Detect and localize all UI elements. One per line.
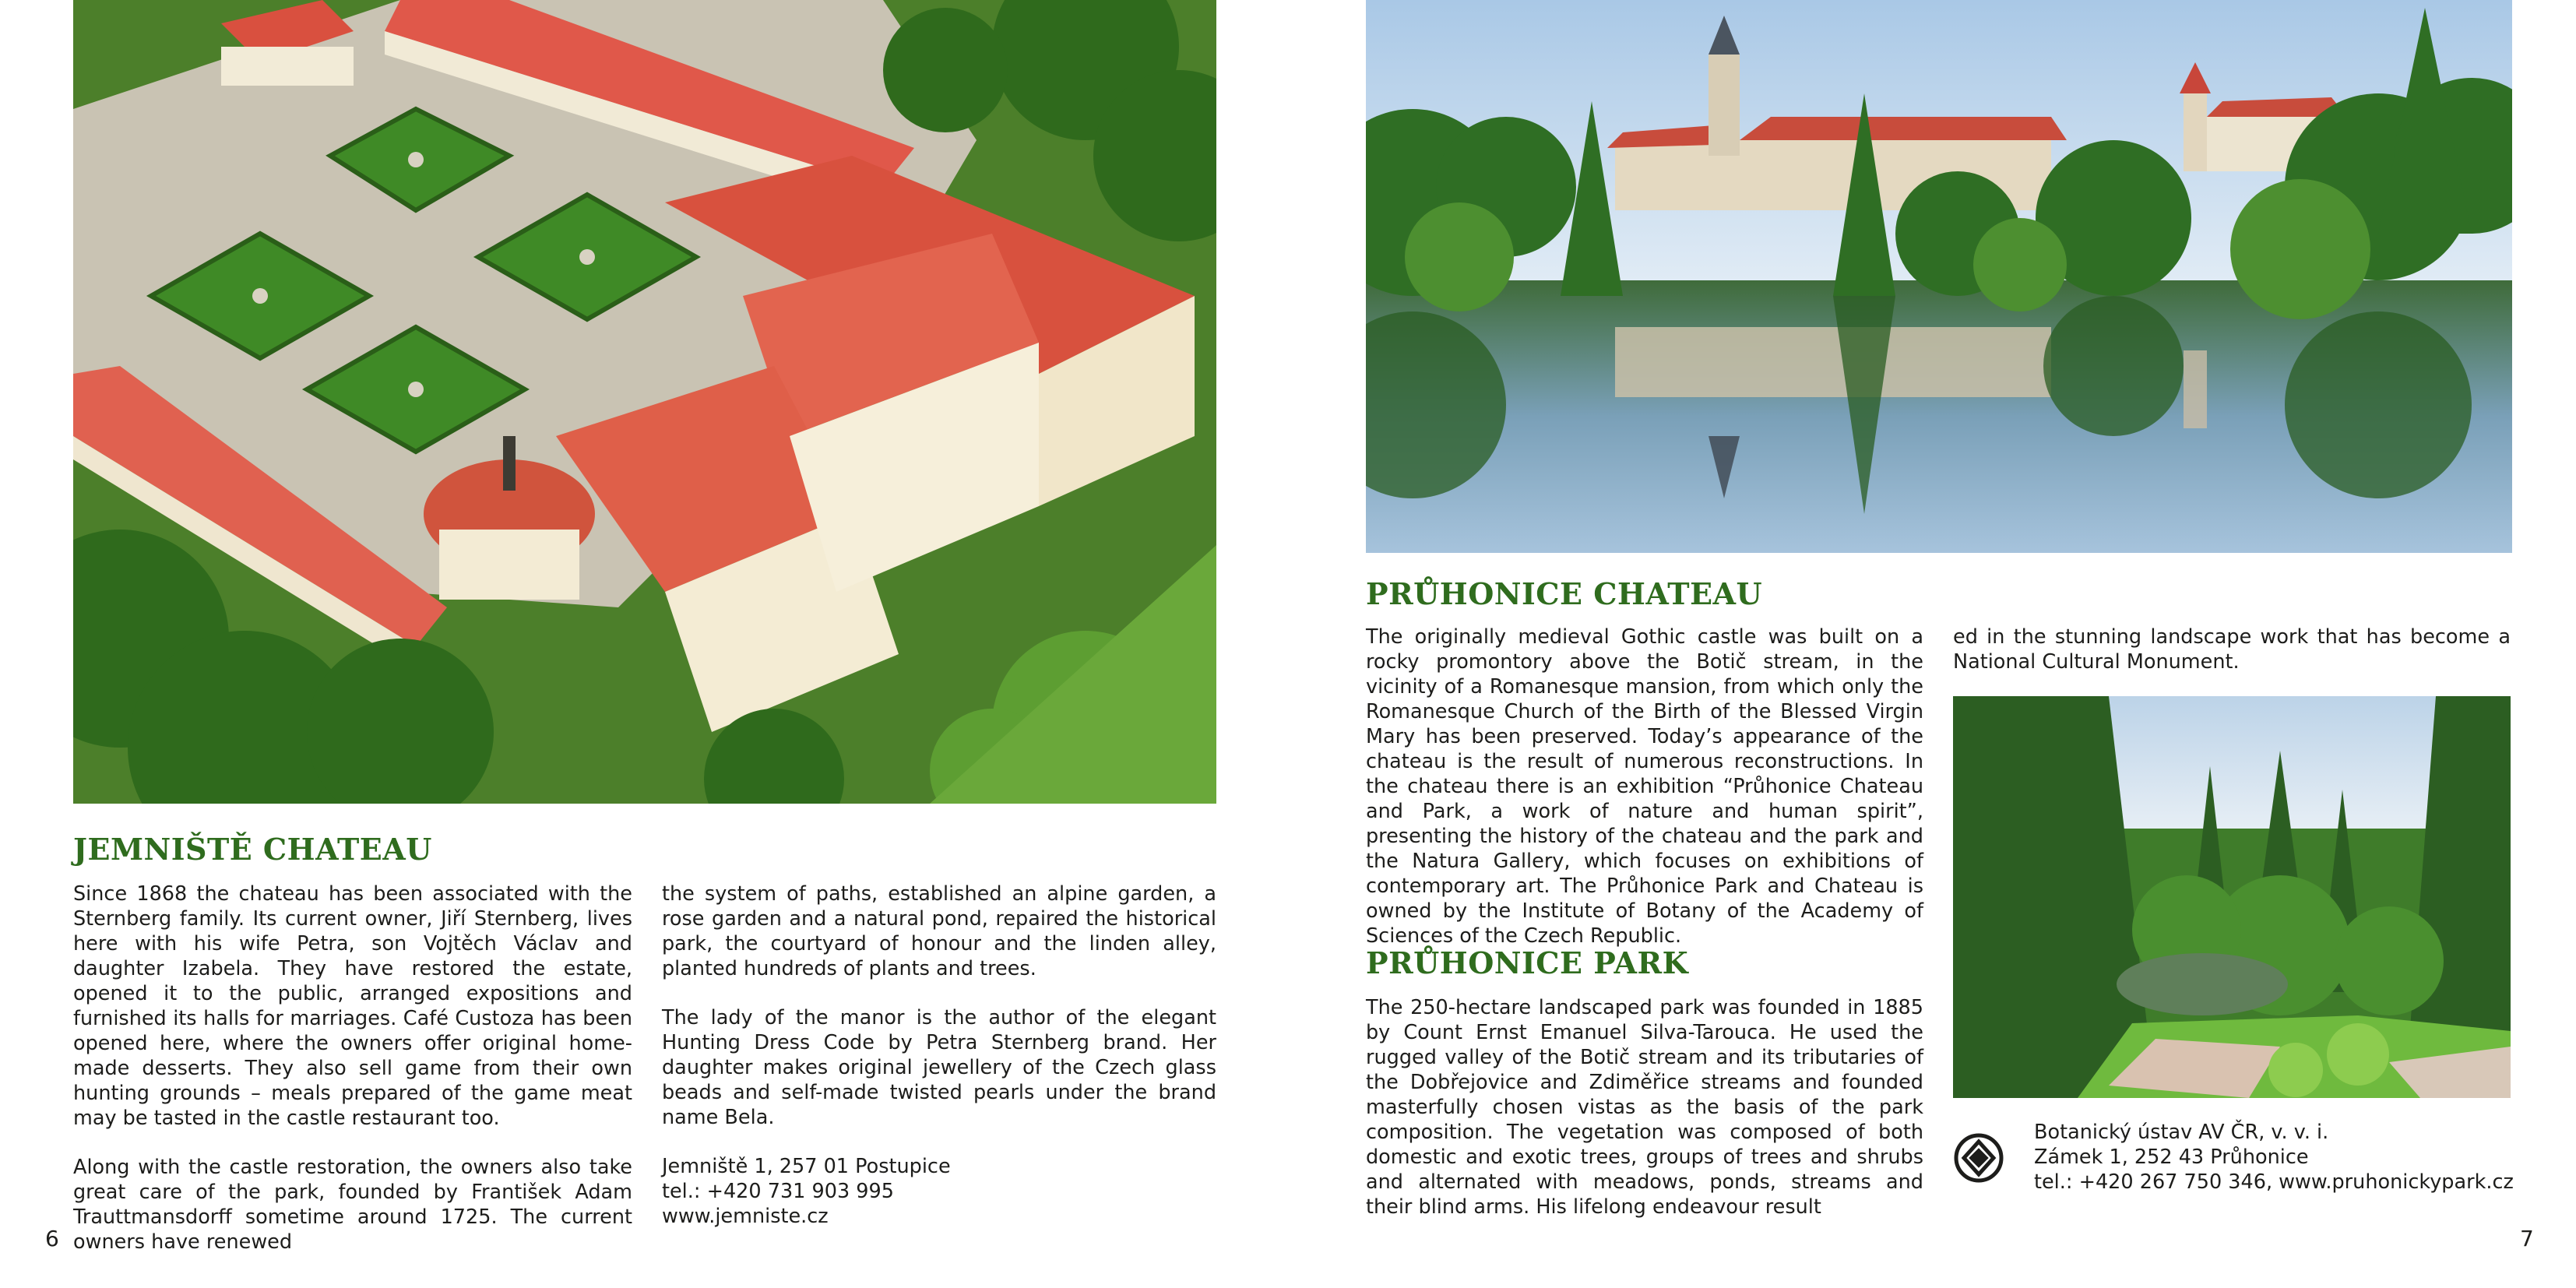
pruhonice-chateau-text <box>1366 625 1923 973</box>
paragraph: The 250-hectare landscaped park was founded in 1885 by Count Ernst Emanuel Silva-Tarouca. He used the rugged valley of the Botič stream and its tributaries of the Dobřejovice and Zdiměřice streams and founded masterfully chosen vistas as the basis of the park composition. The vegetation was composed of both domestic and exotic trees, groups of trees and shrubs and alternated with meadows, ponds, streams and their blind arms. His lifelong endeavour result <box>1366 996 1923 1219</box>
jemniste-text-column-2 <box>662 882 1216 1229</box>
pruhonice-continued-text <box>1953 625 2511 699</box>
jemniste-contact <box>662 1154 1216 1229</box>
paragraph: Along with the castle restoration, the owners also take great care of the park, founded by František Adam Trauttmansdorff sometime around 1725. The current owners have renewed <box>73 1156 632 1254</box>
pruhonice-chateau-photo <box>1366 0 2512 553</box>
pruhonice-park-text <box>1366 995 1923 1244</box>
paragraph: The originally medieval Gothic castle was built on a rocky promontory above the Botič stream, in the vicinity of a Romanesque mansion, from which only the Romanesque Church of the Birth of the Blessed Virgin Mary has been preserved. Today’s appearance of the chateau is the result of numerous reconstructions. In the chateau there is an exhibition “Průhonice Chateau and Park, a work of nature and human spirit”, presenting the history of the chateau and the park and the Natura Gallery, which focuses on exhibitions of contemporary art. The Průhonice Park and Chateau is owned by the Institute of Botany of the Academy of Sciences of the Czech Republic. <box>1366 625 1923 948</box>
paragraph: Since 1868 the chateau has been associated with the Sternberg family. Its current owner, Jiří Sternberg, lives here with his wife Petra, son Vojtěch Václav and daughter Izabela. They have restored the estate, opened it to the public, arranged expositions and furnished its halls for marriages. Café Custoza has been opened here, where the owners offer original home-made desserts. They also sell game from their own hunting grounds – meals prepared of the game meat may be tasted in the castle restaurant too. <box>73 882 632 1130</box>
jemniste-heading: JEMNIŠTĚ CHATEAU <box>73 832 432 867</box>
pruhonice-park-heading: PRŮHONICE PARK <box>1366 945 1689 980</box>
phone-and-website[interactable]: tel.: +420 267 750 346, www.pruhonickypark.cz <box>2034 1170 2514 1194</box>
phone: tel.: +420 731 903 995 <box>662 1180 894 1203</box>
address: Zámek 1, 252 43 Průhonice <box>2034 1145 2309 1169</box>
pruhonice-contact <box>2034 1120 2576 1195</box>
website-link[interactable]: www.jemniste.cz <box>662 1205 829 1228</box>
address: Jemniště 1, 257 01 Postupice <box>662 1155 951 1178</box>
page-number-right: 7 <box>2520 1226 2534 1251</box>
pruhonice-chateau-heading: PRŮHONICE CHATEAU <box>1366 576 1763 611</box>
paragraph: The lady of the manor is the author of the elegant Hunting Dress Code by Petra Sternberg brand. Her daughter makes original jewellery of the Czech glass beads and self-made twisted pearls under the brand name Bela. <box>662 1006 1216 1129</box>
institution: Botanický ústav AV ČR, v. v. i. <box>2034 1121 2329 1144</box>
unesco-world-heritage-icon <box>1953 1132 2004 1184</box>
jemniste-aerial-photo <box>73 0 1216 804</box>
page-number-left: 6 <box>45 1226 59 1251</box>
pruhonice-park-photo <box>1953 696 2511 1098</box>
paragraph: the system of paths, established an alpine garden, a rose garden and a natural pond, repaired the historical park, the courtyard of honour and the linden alley, planted hundreds of plants and trees. <box>662 882 1216 980</box>
jemniste-text-column-1 <box>73 882 632 1279</box>
paragraph: ed in the stunning landscape work that has become a National Cultural Monument. <box>1953 625 2511 674</box>
